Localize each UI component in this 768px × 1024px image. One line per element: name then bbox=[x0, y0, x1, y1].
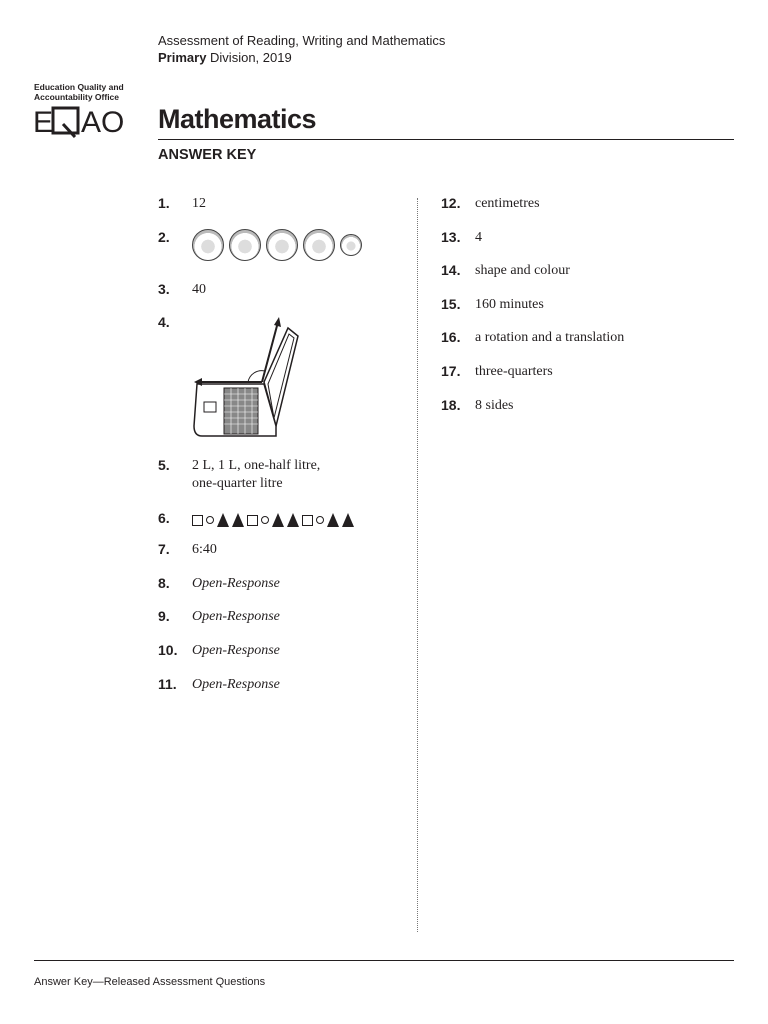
triangle-icon bbox=[232, 513, 244, 527]
square-icon bbox=[247, 515, 258, 526]
svg-text:E: E bbox=[33, 106, 53, 138]
answer-text: shape and colour bbox=[475, 263, 570, 278]
answer-item bbox=[441, 363, 553, 381]
circle-icon bbox=[261, 516, 269, 524]
answer-item bbox=[158, 229, 362, 261]
page-subtitle: ANSWER KEY bbox=[158, 147, 257, 163]
answer-item bbox=[158, 541, 217, 559]
svg-text:AO: AO bbox=[81, 106, 125, 138]
answer-item bbox=[158, 281, 206, 299]
footer-rule bbox=[34, 960, 734, 961]
title-rule bbox=[158, 139, 734, 140]
question-number: 10. bbox=[158, 642, 178, 658]
answer-item bbox=[441, 229, 482, 247]
division-bold: Primary bbox=[158, 50, 207, 65]
footer-text: Answer Key—Released Assessment Questions bbox=[34, 976, 266, 988]
answer-item bbox=[158, 195, 206, 213]
question-number: 17. bbox=[441, 363, 461, 379]
question-number: 2. bbox=[158, 229, 170, 245]
question-number: 3. bbox=[158, 281, 170, 297]
coin-icon bbox=[266, 229, 298, 261]
coin-icon bbox=[340, 234, 362, 256]
answer-item bbox=[441, 296, 544, 314]
triangle-icon bbox=[287, 513, 299, 527]
triangle-icon bbox=[272, 513, 284, 527]
question-number: 5. bbox=[158, 457, 170, 473]
circle-icon bbox=[206, 516, 214, 524]
answer-text: three-quarters bbox=[475, 364, 553, 379]
coin-icon bbox=[303, 229, 335, 261]
answer-item bbox=[158, 575, 280, 593]
answer-item bbox=[441, 195, 540, 213]
answer-text: 6:40 bbox=[192, 542, 217, 557]
shape-pattern bbox=[192, 510, 354, 527]
org-name: Education Quality and Accountability Office bbox=[34, 82, 124, 102]
answer-text: 40 bbox=[192, 282, 206, 297]
square-icon bbox=[302, 515, 313, 526]
question-number: 15. bbox=[441, 296, 461, 312]
answer-item bbox=[158, 510, 354, 527]
square-icon bbox=[192, 515, 203, 526]
answer-text: Open-Response bbox=[192, 609, 280, 624]
answer-item bbox=[158, 608, 280, 626]
question-number: 16. bbox=[441, 329, 461, 345]
laptop-angle-illustration bbox=[192, 314, 312, 444]
coin-icon bbox=[229, 229, 261, 261]
question-number: 1. bbox=[158, 195, 170, 211]
question-number: 13. bbox=[441, 229, 461, 245]
question-number: 8. bbox=[158, 575, 170, 591]
division-year bbox=[158, 50, 292, 65]
answer-text: 160 minutes bbox=[475, 297, 544, 312]
page-title: Mathematics bbox=[158, 104, 317, 134]
answer-text: 12 bbox=[192, 196, 206, 211]
question-number: 12. bbox=[441, 195, 461, 211]
question-number: 9. bbox=[158, 608, 170, 624]
column-divider bbox=[417, 198, 418, 932]
question-number: 14. bbox=[441, 262, 461, 278]
answer-text: centimetres bbox=[475, 196, 540, 211]
division-rest: Division, 2019 bbox=[206, 50, 292, 65]
answer-text: 4 bbox=[475, 230, 482, 245]
question-number: 11. bbox=[158, 676, 177, 692]
answer-text bbox=[192, 457, 320, 493]
answer-item bbox=[441, 329, 624, 347]
question-number: 7. bbox=[158, 541, 170, 557]
question-number: 6. bbox=[158, 510, 170, 526]
answer-text: a rotation and a translation bbox=[475, 330, 625, 345]
question-number: 4. bbox=[158, 314, 170, 330]
triangle-icon bbox=[327, 513, 339, 527]
answer-item bbox=[158, 314, 312, 444]
answer-line: 2 L, 1 L, one-half litre, bbox=[192, 458, 321, 473]
assessment-title: Assessment of Reading, Writing and Mathematics bbox=[158, 33, 446, 48]
answer-text: Open-Response bbox=[192, 643, 280, 658]
answer-line: one-quarter litre bbox=[192, 476, 283, 491]
coin-icon bbox=[192, 229, 224, 261]
coins-answer bbox=[192, 229, 362, 261]
answer-item bbox=[158, 457, 320, 493]
answer-item bbox=[441, 262, 570, 280]
eqao-logo bbox=[33, 104, 133, 138]
triangle-icon bbox=[342, 513, 354, 527]
triangle-icon bbox=[217, 513, 229, 527]
answer-text: Open-Response bbox=[192, 576, 280, 591]
circle-icon bbox=[316, 516, 324, 524]
answer-text: 8 sides bbox=[475, 398, 514, 413]
answer-item bbox=[158, 642, 280, 660]
answer-item bbox=[158, 676, 280, 694]
answer-text: Open-Response bbox=[192, 677, 280, 692]
answer-item bbox=[441, 397, 514, 415]
question-number: 18. bbox=[441, 397, 461, 413]
